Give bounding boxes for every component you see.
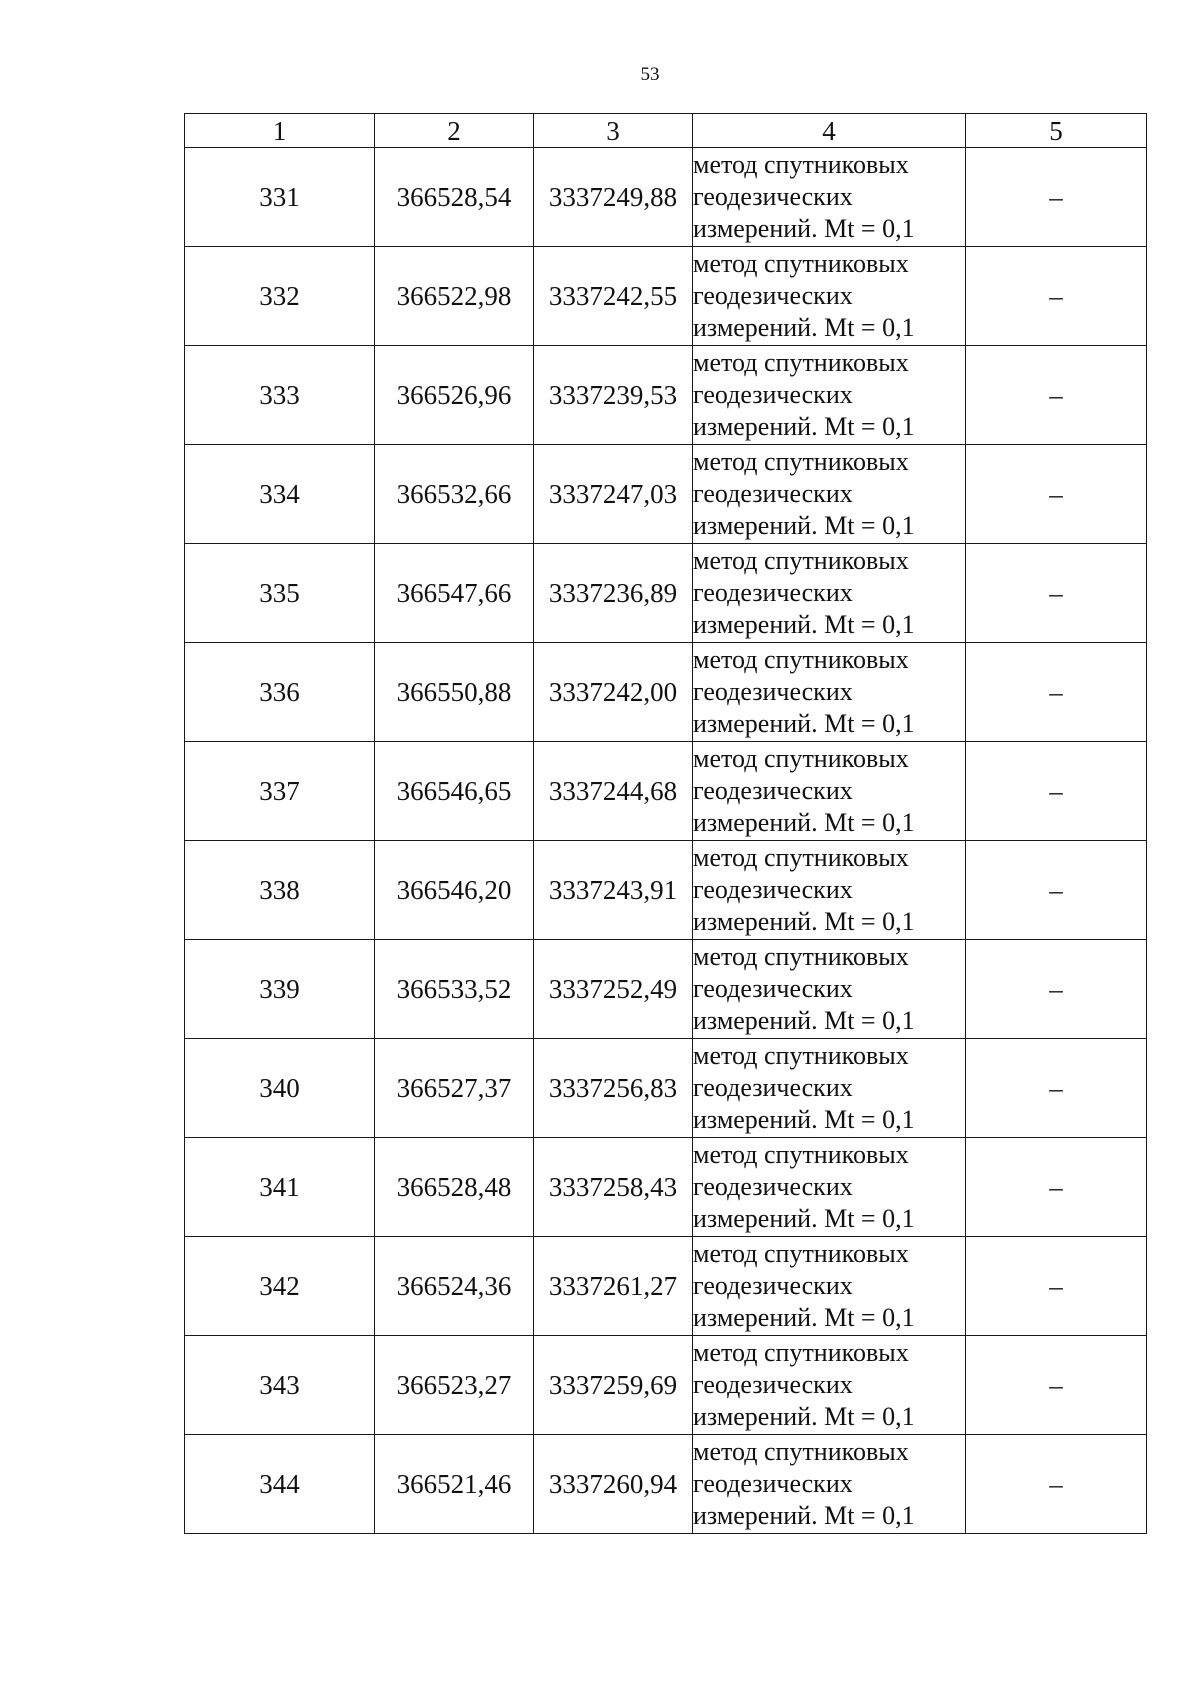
coordinate-x: 366526,96 [375,346,534,445]
table-row [185,544,1147,643]
method-line-2: геодезических [693,875,853,904]
point-number: 342 [185,1237,375,1336]
method-description [693,1336,966,1435]
method-line-2: геодезических [693,1073,853,1102]
coordinate-y: 3337243,91 [534,841,693,940]
coordinate-y: 3337239,53 [534,346,693,445]
coordinate-y: 3337236,89 [534,544,693,643]
method-line-3: измерений. Mt = 0,1 [693,214,915,243]
method-line-3: измерений. Mt = 0,1 [693,511,915,540]
point-number: 338 [185,841,375,940]
method-line-3: измерений. Mt = 0,1 [693,1204,915,1233]
header-col-2: 2 [375,114,534,148]
method-line-1: метод спутниковых [693,1140,909,1169]
method-line-2: геодезических [693,380,853,409]
coordinate-y: 3337242,55 [534,247,693,346]
coordinate-y: 3337249,88 [534,148,693,247]
coordinate-x: 366532,66 [375,445,534,544]
method-line-2: геодезических [693,1271,853,1300]
empty-dash: – [966,1138,1147,1237]
method-line-2: геодезических [693,1469,853,1498]
table-row [185,643,1147,742]
method-line-2: геодезических [693,974,853,1003]
empty-dash: – [966,940,1147,1039]
method-description [693,346,966,445]
coordinate-y: 3337256,83 [534,1039,693,1138]
table-row [185,940,1147,1039]
method-description [693,445,966,544]
method-line-1: метод спутниковых [693,744,909,773]
method-line-3: измерений. Mt = 0,1 [693,1303,915,1332]
method-line-2: геодезических [693,578,853,607]
point-number: 336 [185,643,375,742]
coordinate-x: 366546,20 [375,841,534,940]
page-number: 53 [640,64,660,85]
method-line-1: метод спутниковых [693,942,909,971]
method-description [693,643,966,742]
coordinate-y: 3337259,69 [534,1336,693,1435]
point-number: 333 [185,346,375,445]
table-row [185,247,1147,346]
header-col-4: 4 [693,114,966,148]
method-line-1: метод спутниковых [693,546,909,575]
method-description [693,742,966,841]
coordinate-x: 366550,88 [375,643,534,742]
method-description [693,1237,966,1336]
method-line-1: метод спутниковых [693,348,909,377]
empty-dash: – [966,445,1147,544]
method-line-3: измерений. Mt = 0,1 [693,412,915,441]
point-number: 339 [185,940,375,1039]
table-row [185,148,1147,247]
method-line-1: метод спутниковых [693,249,909,278]
coordinate-x: 366547,66 [375,544,534,643]
coordinate-y: 3337242,00 [534,643,693,742]
point-number: 337 [185,742,375,841]
method-line-3: измерений. Mt = 0,1 [693,1006,915,1035]
point-number: 335 [185,544,375,643]
table-row [185,1039,1147,1138]
method-line-1: метод спутниковых [693,1338,909,1367]
method-line-2: геодезических [693,1370,853,1399]
method-line-3: измерений. Mt = 0,1 [693,610,915,639]
empty-dash: – [966,742,1147,841]
method-line-2: геодезических [693,776,853,805]
header-col-1: 1 [185,114,375,148]
method-description [693,841,966,940]
method-line-1: метод спутниковых [693,843,909,872]
point-number: 331 [185,148,375,247]
coordinate-y: 3337258,43 [534,1138,693,1237]
method-line-2: геодезических [693,281,853,310]
coordinate-y: 3337244,68 [534,742,693,841]
method-description [693,247,966,346]
empty-dash: – [966,1435,1147,1534]
table-header-row [185,114,1147,148]
method-line-3: измерений. Mt = 0,1 [693,1501,915,1530]
method-line-1: метод спутниковых [693,1239,909,1268]
table-row [185,445,1147,544]
coordinate-y: 3337261,27 [534,1237,693,1336]
point-number: 344 [185,1435,375,1534]
coordinate-x: 366528,54 [375,148,534,247]
point-number: 341 [185,1138,375,1237]
method-description [693,940,966,1039]
coordinate-y: 3337247,03 [534,445,693,544]
point-number: 343 [185,1336,375,1435]
coordinate-y: 3337252,49 [534,940,693,1039]
method-line-1: метод спутниковых [693,645,909,674]
point-number: 340 [185,1039,375,1138]
empty-dash: – [966,346,1147,445]
method-line-2: геодезических [693,677,853,706]
method-line-3: измерений. Mt = 0,1 [693,808,915,837]
empty-dash: – [966,148,1147,247]
table-row [185,1237,1147,1336]
empty-dash: – [966,1039,1147,1138]
coordinate-x: 366524,36 [375,1237,534,1336]
method-description [693,1039,966,1138]
empty-dash: – [966,247,1147,346]
header-col-5: 5 [966,114,1147,148]
method-line-1: метод спутниковых [693,1437,909,1466]
method-line-2: геодезических [693,182,853,211]
empty-dash: – [966,1237,1147,1336]
table-row [185,841,1147,940]
coordinate-x: 366527,37 [375,1039,534,1138]
coordinate-x: 366533,52 [375,940,534,1039]
table-row [185,1138,1147,1237]
table-row [185,1336,1147,1435]
coordinate-x: 366546,65 [375,742,534,841]
method-line-3: измерений. Mt = 0,1 [693,313,915,342]
method-line-1: метод спутниковых [693,447,909,476]
coordinate-x: 366521,46 [375,1435,534,1534]
empty-dash: – [966,841,1147,940]
method-description [693,544,966,643]
table-row [185,1435,1147,1534]
method-line-3: измерений. Mt = 0,1 [693,1105,915,1134]
method-description [693,148,966,247]
table-body [185,148,1147,1534]
method-line-3: измерений. Mt = 0,1 [693,1402,915,1431]
header-col-3: 3 [534,114,693,148]
coordinates-table [184,113,1147,1534]
coordinate-x: 366522,98 [375,247,534,346]
empty-dash: – [966,643,1147,742]
point-number: 334 [185,445,375,544]
method-line-2: геодезических [693,1172,853,1201]
table-row [185,742,1147,841]
coordinate-x: 366528,48 [375,1138,534,1237]
table-row [185,346,1147,445]
coordinate-x: 366523,27 [375,1336,534,1435]
empty-dash: – [966,1336,1147,1435]
method-description [693,1138,966,1237]
empty-dash: – [966,544,1147,643]
method-line-3: измерений. Mt = 0,1 [693,907,915,936]
coordinate-y: 3337260,94 [534,1435,693,1534]
method-line-3: измерений. Mt = 0,1 [693,709,915,738]
method-line-1: метод спутниковых [693,150,909,179]
method-line-1: метод спутниковых [693,1041,909,1070]
point-number: 332 [185,247,375,346]
method-description [693,1435,966,1534]
method-line-2: геодезических [693,479,853,508]
